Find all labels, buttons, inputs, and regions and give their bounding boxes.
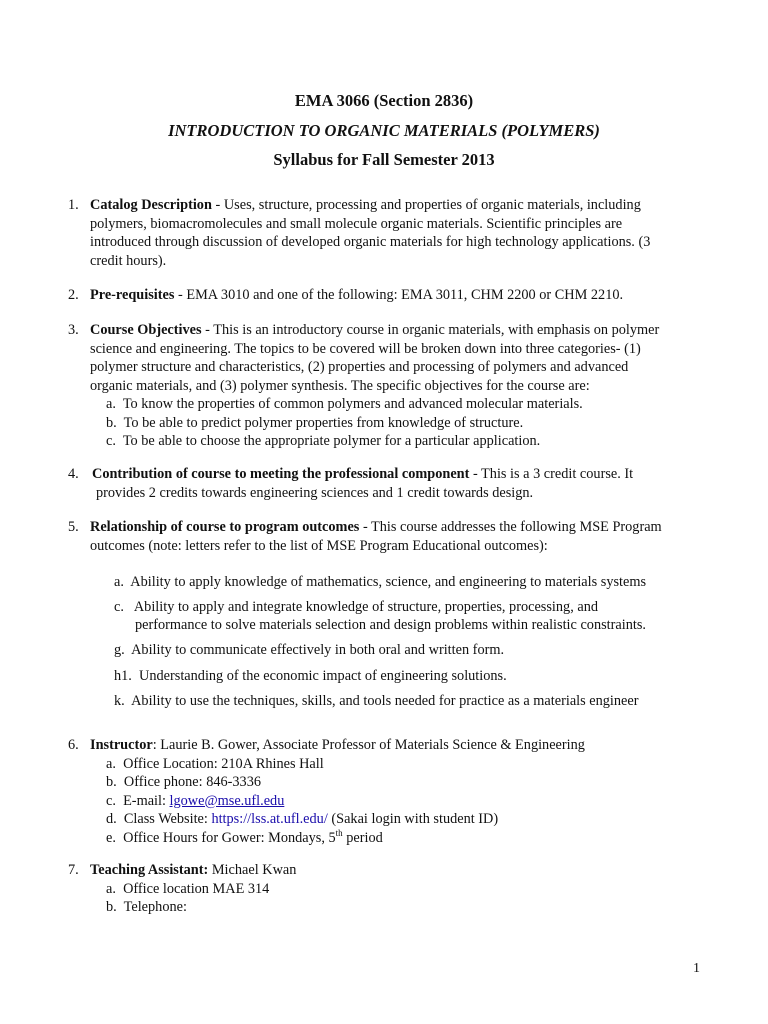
- section-number: 7.: [68, 862, 79, 878]
- outcome-item: c. Ability to apply and integrate knowledge of structure, properties, processing, and: [114, 599, 598, 615]
- outcome-item-continued: performance to solve materials selection and design problems within realistic constraints.: [135, 617, 646, 633]
- outcome-item: h1. Understanding of the economic impact of engineering solutions.: [114, 668, 507, 684]
- section-label: Pre-requisites: [90, 287, 175, 303]
- section-course-objectives: [68, 321, 706, 451]
- list-item: a. To know the properties of common polymers and advanced molecular materials.: [106, 396, 583, 412]
- section-number: 3.: [68, 322, 79, 338]
- section-label: Instructor: [90, 737, 153, 753]
- section-text: : Laurie B. Gower, Associate Professor of Materials Science & Engineering: [152, 737, 585, 753]
- list-item: a. Office location MAE 314: [106, 880, 270, 897]
- section-label: Contribution of course to meeting the professional component: [92, 466, 470, 482]
- section-label: Teaching Assistant:: [90, 862, 209, 878]
- section-catalog-description: [68, 196, 706, 270]
- section-text: polymers, biomacromolecules and small molecule organic materials. Scientific principles are: [90, 215, 623, 232]
- section-text: - EMA 3010 and one of the following: EMA 3011, CHM 2200 or CHM 2210.: [174, 287, 624, 303]
- syllabus-subtitle: Syllabus for Fall Semester 2013: [273, 150, 495, 169]
- section-professional-component: [68, 465, 706, 502]
- section-teaching-assistant: [68, 861, 706, 917]
- section-text: - This is a 3 credit course. It: [469, 466, 634, 482]
- section-number: 2.: [68, 287, 79, 303]
- outcome-item: g. Ability to communicate effectively in both oral and written form.: [114, 642, 505, 658]
- section-program-outcomes: [68, 518, 706, 555]
- section-text: credit hours).: [90, 252, 167, 269]
- section-text: introduced through discussion of developed organic materials for high technology applications. (3: [90, 234, 651, 250]
- section-text: science and engineering. The topics to be covered will be broken down into three categories- (1): [90, 340, 641, 357]
- section-number: 6.: [68, 737, 79, 753]
- list-item: b. Telephone:: [106, 899, 187, 915]
- section-label: Relationship of course to program outcomes: [90, 519, 360, 535]
- course-title: INTRODUCTION TO ORGANIC MATERIALS (POLYMERS): [168, 121, 600, 140]
- section-text: Michael Kwan: [208, 862, 297, 878]
- section-label: Course Objectives: [90, 322, 202, 338]
- list-item: c. To be able to choose the appropriate polymer for a particular application.: [106, 433, 541, 449]
- section-text: provides 2 credits towards engineering sciences and 1 credit towards design.: [96, 484, 534, 501]
- outcome-item: a. Ability to apply knowledge of mathematics, science, and engineering to materials systems: [114, 574, 647, 590]
- page-number: 1: [693, 961, 700, 976]
- section-text: - Uses, structure, processing and properties of organic materials, including: [211, 197, 641, 213]
- section-number: 4.: [68, 466, 79, 482]
- list-item: c. E-mail: lgowe@mse.ufl.edu: [106, 792, 285, 809]
- section-text: polymer structure and characteristics, (2) properties and processing of polymers and advanced: [90, 359, 629, 375]
- list-item: a. Office Location: 210A Rhines Hall: [106, 755, 324, 772]
- list-item: d. Class Website: https://lss.at.ufl.edu/ (Sakai login with student ID): [106, 811, 499, 827]
- section-instructor: [68, 736, 706, 847]
- outcome-item: k. Ability to use the techniques, skills, and tools needed for practice as a materials engineer: [114, 693, 639, 709]
- list-item: e. Office Hours for Gower: Mondays, 5th period: [106, 827, 383, 846]
- section-text: outcomes (note: letters refer to the list of MSE Program Educational outcomes):: [90, 537, 548, 554]
- section-prerequisites: [68, 286, 706, 305]
- section-text: - This course addresses the following MSE Program: [359, 519, 662, 535]
- email-link[interactable]: lgowe@mse.ufl.edu: [169, 792, 285, 809]
- course-code: EMA 3066 (Section 2836): [294, 91, 474, 110]
- list-item: b. To be able to predict polymer properties from knowledge of structure.: [106, 414, 524, 431]
- section-text: - This is an introductory course in organic materials, with emphasis on polymer: [201, 322, 660, 338]
- section-text: organic materials, and (3) polymer synthesis. The specific objectives for the course are:: [90, 377, 590, 394]
- section-number: 1.: [68, 197, 79, 213]
- class-website-link[interactable]: https://lss.at.ufl.edu/: [211, 811, 328, 827]
- section-number: 5.: [68, 519, 79, 535]
- list-item: b. Office phone: 846-3336: [106, 774, 262, 790]
- section-label: Catalog Description: [90, 197, 212, 213]
